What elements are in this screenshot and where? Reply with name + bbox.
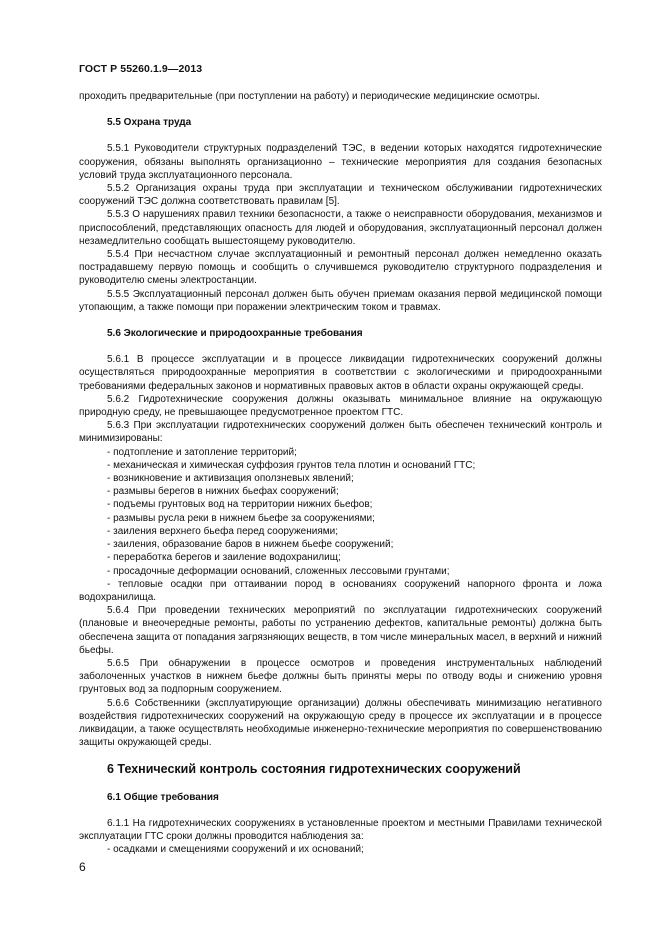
list-item: - размывы русла реки в нижнем бьефе за сооружениями;: [107, 512, 375, 524]
paragraph-6-1-1: 6.1.1 На гидротехнических сооружениях в установленные проектом и местными Правилами технической эксплуатации ГТС сроки должны проводится наблюдения за:: [79, 817, 602, 842]
paragraph-5-5-5: 5.5.5 Эксплуатационный персонал должен быть обучен приемам оказания первой медицинской помощи утопающим, а также помощи при поражении электрическим током и травмах.: [79, 288, 602, 313]
paragraph-5-5-4: 5.5.4 При несчастном случае эксплуатационный и ремонтный персонал должен немедленно оказать пострадавшему первую помощь и сообщить о случившемся руководителю структурного подразделения и руководителю смены электростанции.: [79, 249, 602, 287]
list-item: - заиления верхнего бьефа перед сооружениями;: [107, 525, 338, 537]
list-item: - размывы берегов в нижних бьефах сооружений;: [107, 486, 339, 498]
section-heading-5-6: 5.6 Экологические и природоохранные требования: [107, 328, 363, 340]
chapter-heading-6: 6 Технический контроль состояния гидротехнических сооружений: [107, 762, 521, 777]
paragraph-continuation: проходить предварительные (при поступлении на работу) и периодические медицинские осмотры.: [79, 91, 540, 102]
list-item: - возникновение и активизация оползневых явлений;: [107, 473, 354, 485]
section-heading-6-1: 6.1 Общие требования: [107, 791, 219, 803]
paragraph-5-6-4: 5.6.4 При проведении технических мероприятий по эксплуатации гидротехнических сооружений (плановые и внеочередные ремонты, работы по устранению дефектов, капитальные ремонты) должна быть обеспечена защита от попадания загрязняющих веществ, в том числе минеральных масел, в верхний и нижний бьефы.: [79, 605, 602, 656]
list-item: - подъемы грунтовых вод на территории нижних бьефов;: [107, 499, 373, 511]
paragraph-5-5-2: 5.5.2 Организация охраны труда при эксплуатации и техническом обслуживании гидротехнических сооружений ТЭС должна соответствовать правилам [5].: [79, 183, 602, 208]
paragraph-5-6-5: 5.6.5 При обнаружении в процессе осмотров и проведения инструментальных наблюдений заболоченных участков в нижнем бьефе должны быть приняты меры по отводу воды и снижению уровня грунтовых вод за подпорным сооружением.: [79, 657, 602, 696]
page-number: 6: [79, 860, 86, 874]
list-item: - механическая и химическая суффозия грунтов тела плотин и оснований ГТС;: [107, 459, 476, 471]
section-heading-5-5: 5.5 Охрана труда: [107, 117, 192, 129]
list-item: - подтопление и затопление территорий;: [107, 446, 297, 458]
paragraph-5-5-3: 5.5.3 О нарушениях правил техники безопасности, а также о неисправности оборудования, механизмов и приспособлений, представляющих опасность для людей и оборудования, эксплуатационный персонал должен незамедлительно сообщать вышестоящему руководителю.: [79, 209, 602, 247]
paragraph-5-6-1: 5.6.1 В процессе эксплуатации и в процессе ликвидации гидротехнических сооружений должны осуществляться природоохранные мероприятия в соответствии с экологическими и природоохранными требованиями федеральных законов и нормативных правовых актов в области охраны окружающей среды.: [79, 354, 602, 392]
paragraph-5-6-3: 5.6.3 При эксплуатации гидротехнических сооружений должен быть обеспечен технический контроль и минимизированы:: [79, 420, 602, 445]
document-code-header: ГОСТ Р 55260.1.9—2013: [79, 63, 203, 75]
paragraph-5-6-6: 5.6.6 Собственники (эксплуатирующие организации) должны обеспечивать минимизацию негативного воздействия гидротехнических сооружений на окружающую среду в процессе их эксплуатации и в процессе ликвидации, а также осуществлять необходимые инженерно-технические мероприятия по совершенствованию защиты окружающей среды.: [79, 697, 602, 749]
paragraph-5-6-2: 5.6.2 Гидротехнические сооружения должны оказывать минимальное влияние на окружающую природную среду, не превышающее предусмотренное проектом ГТС.: [79, 393, 602, 419]
list-item: - осадками и смещениями сооружений и их оснований;: [107, 844, 364, 856]
document-body: [79, 90, 602, 856]
list-item: - заиления, образование баров в нижнем бьефе сооружений;: [107, 539, 394, 551]
list-item: - просадочные деформации оснований, сложенных лессовыми грунтами;: [107, 565, 450, 577]
paragraph-5-5-1: 5.5.1 Руководители структурных подразделений ТЭС, в ведении которых находятся гидротехнические сооружения, обязаны выполнять организационно – технические мероприятия для создания безопасных условий труда эксплуатационного персонала.: [79, 143, 602, 181]
list-item: - тепловые осадки при оттаивании пород в основаниях сооружений напорного фронта и ложа водохранилища.: [79, 578, 602, 603]
list-item: - переработка берегов и заиление водохранилищ;: [107, 552, 341, 564]
